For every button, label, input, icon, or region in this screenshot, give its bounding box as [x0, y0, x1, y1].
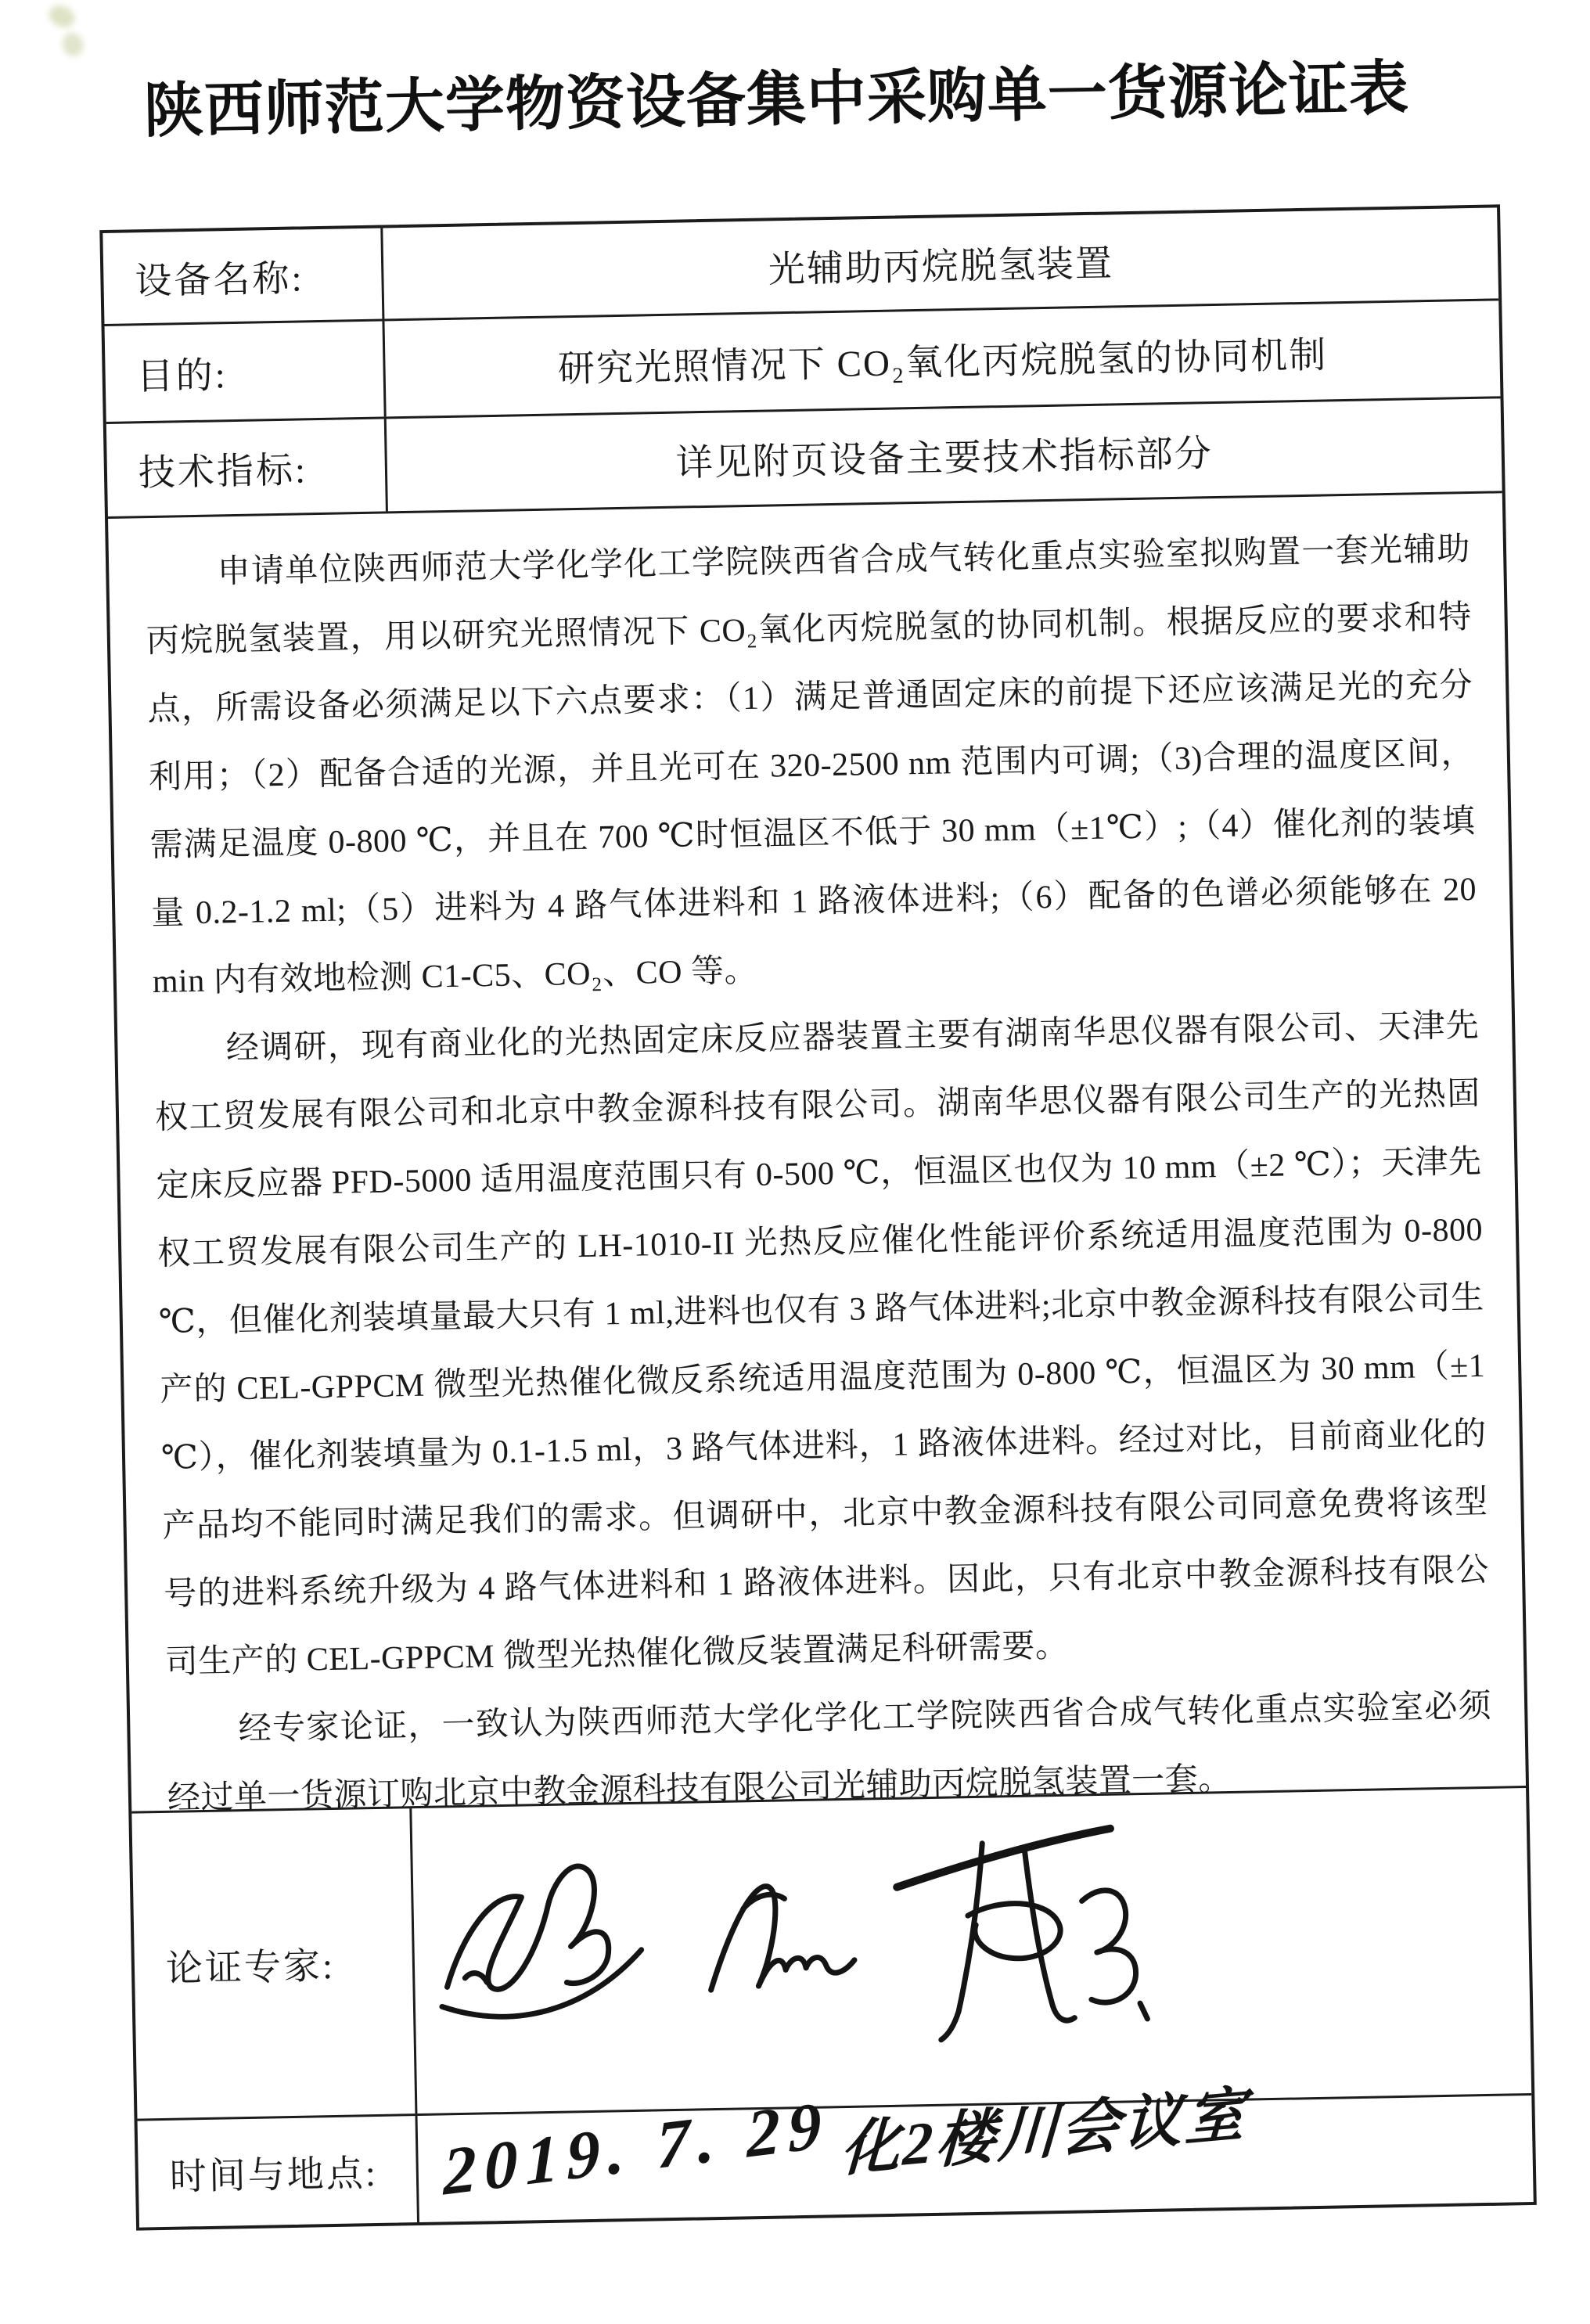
handwritten-signature-3	[896, 1828, 1148, 2041]
datetime-value-cell	[418, 2081, 1534, 2222]
experts-label: 论证专家:	[131, 1808, 417, 2118]
handwritten-date: 2019. 7. 29	[442, 2086, 830, 2210]
justification-paragraph: 经调研，现有商业化的光热固定床反应器装置主要有湖南华思仪器有限公司、天津先权工贸发展有限公司和北京中教金源科技有限公司。湖南华思仪器有限公司生产的光热固定床反应器 PFD-5000 适用温度范围只有 0-500 ℃，恒温区也仅为 10 mm（±2 ℃）；天津先权工贸发展有限公司生产的 LH-1010-II 光热反应催化性能评价系统适用温度范围为 0-800 ℃，但催化剂装填量最大只有 1 ml,进料也仅有 3 路气体进料;北京中教金源科技有限公司生产的 CEL-GPPCM 微型光热催化微反系统适用温度范围为 0-800 ℃，恒温区为 30 mm（±1 ℃），催化剂装填量为 0.1-1.5 ml，3 路气体进料，1 路液体进料。经过对比，目前商业化的产品均不能同时满足我们的需求。但调研中，北京中教金源科技有限公司同意免费将该型号的进料系统升级为 4 路气体进料和 1 路液体进料。因此，只有北京中教金源科技有限公司生产的 CEL-GPPCM 微型光热催化微反装置满足科研需要。	[154, 1007, 1490, 1681]
handwritten-location: 化2楼川会议室	[839, 2081, 1250, 2184]
expert-signatures	[417, 1804, 1251, 2101]
justification-paragraph: 申请单位陕西师范大学化学化工学院陕西省合成气转化重点实验室拟购置一套光辅助丙烷脱氢装置，用以研究光照情况下 CO₂氧化丙烷脱氢的协同机制。根据反应的要求和特点，所需设备必须满足以下六点要求：（1）满足普通固定床的前提下还应该满足光的充分利用；（2）配备合适的光源，并且光可在 320-2500 nm 范围内可调;（3)合理的温度区间，需满足温度 0-800 ℃，并且在 700 ℃时恒温区不低于 30 mm（±1℃）;（4）催化剂的装填量 0.2-1.2 ml;（5）进料为 4 路气体进料和 1 路液体进料;（6）配备的色谱必须能够在 20 min 内有效地检测 C1-C5、CO₂、CO 等。	[146, 531, 1477, 1001]
justification-paragraph: 经专家论证，一致认为陕西师范大学化学化工学院陕西省合成气转化重点实验室必须经过单一货源订购北京中教金源科技有限公司光辅助丙烷脱氢装置一套。	[167, 1688, 1492, 1817]
document-title: 陕西师范大学物资设备集中采购单一货源论证表	[143, 55, 1410, 146]
experts-signatures-cell	[412, 1788, 1531, 2114]
table-row-experts	[131, 1788, 1531, 2121]
equipment-name-label: 设备名称:	[103, 228, 384, 324]
technical-specs-value: 详见附页设备主要技术指标部分	[675, 433, 1214, 484]
handwritten-signature-1	[440, 1865, 642, 2018]
purpose-label: 目的:	[105, 321, 387, 422]
technical-specs-label: 技术指标:	[106, 419, 388, 516]
datetime-label: 时间与地点:	[138, 2116, 419, 2228]
purpose-value: 研究光照情况下 CO₂氧化丙烷脱氢的协同机制	[557, 334, 1328, 390]
procurement-form-table	[99, 204, 1537, 2230]
handwritten-signature-2	[709, 1885, 854, 1991]
justification-text-cell	[108, 493, 1526, 1817]
equipment-name-value: 光辅助丙烷脱氢装置	[768, 243, 1114, 290]
